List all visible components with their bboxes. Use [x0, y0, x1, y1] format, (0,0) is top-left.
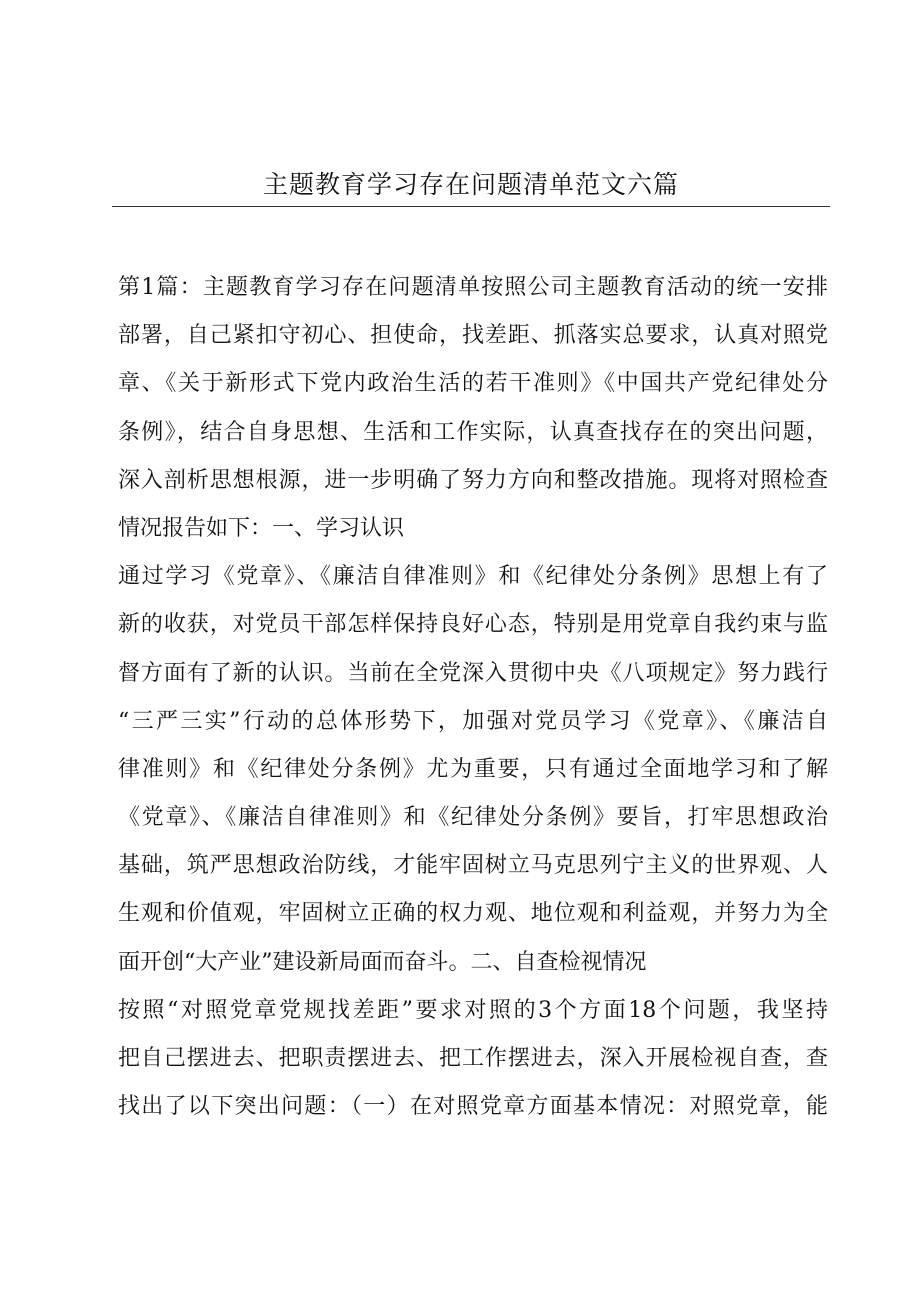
body-line: 新的收获，对党员干部怎样保持良好心态，特别是用党章自我约束与监: [118, 612, 828, 638]
body-line: 章、《关于新形式下党内政治生活的若干准则》《中国共产党纪律处分: [118, 371, 828, 397]
body-line: 深入剖析思想根源，进一步明确了努力方向和整改措施。现将对照检查: [118, 467, 828, 493]
body-line: 通过学习《党章》、《廉洁自律准则》和《纪律处分条例》思想上有了: [118, 564, 828, 590]
body-line: 面开创“大产业”建设新局面而奋斗。二、自查检视情况: [118, 949, 647, 975]
body-line: 部署，自己紧扣守初心、担使命，找差距、抓落实总要求，认真对照党: [118, 323, 828, 349]
body-line: 按照“对照党章党规找差距”要求对照的3个方面18个问题，我坚持: [118, 997, 828, 1023]
body-line: 律准则》和《纪律处分条例》尤为重要，只有通过全面地学习和了解: [118, 756, 828, 782]
body-line: 第1篇：主题教育学习存在问题清单按照公司主题教育活动的统一安排: [118, 275, 828, 300]
body-line: 把自己摆进去、把职责摆进去、把工作摆进去，深入开展检视自查，查: [118, 1046, 828, 1071]
body-line: 基础，筑严思想政治防线，才能牢固树立马克思列宁主义的世界观、人: [118, 853, 828, 879]
body-line: 情况报告如下：一、学习认识: [118, 515, 405, 541]
body-line: 生观和价值观，牢固树立正确的权力观、地位观和利益观，并努力为全: [118, 901, 828, 927]
body-line: “三严三实”行动的总体形势下，加强对党员学习《党章》、《廉洁自: [118, 708, 828, 734]
document-title: 主题教育学习存在问题清单范文六篇: [262, 170, 679, 199]
body-line: 《党章》、《廉洁自律准则》和《纪律处分条例》要旨，打牢思想政治: [118, 805, 828, 831]
title-block: [112, 166, 830, 207]
body-line: 条例》，结合自身思想、生活和工作实际，认真查找存在的突出问题，: [118, 419, 828, 445]
body-line: 找出了以下突出问题：（一）在对照党章方面基本情况：对照党章，能: [118, 1094, 828, 1120]
body-line: 督方面有了新的认识。当前在全党深入贯彻中央《八项规定》努力践行: [118, 660, 828, 686]
document-body: [118, 264, 828, 1131]
